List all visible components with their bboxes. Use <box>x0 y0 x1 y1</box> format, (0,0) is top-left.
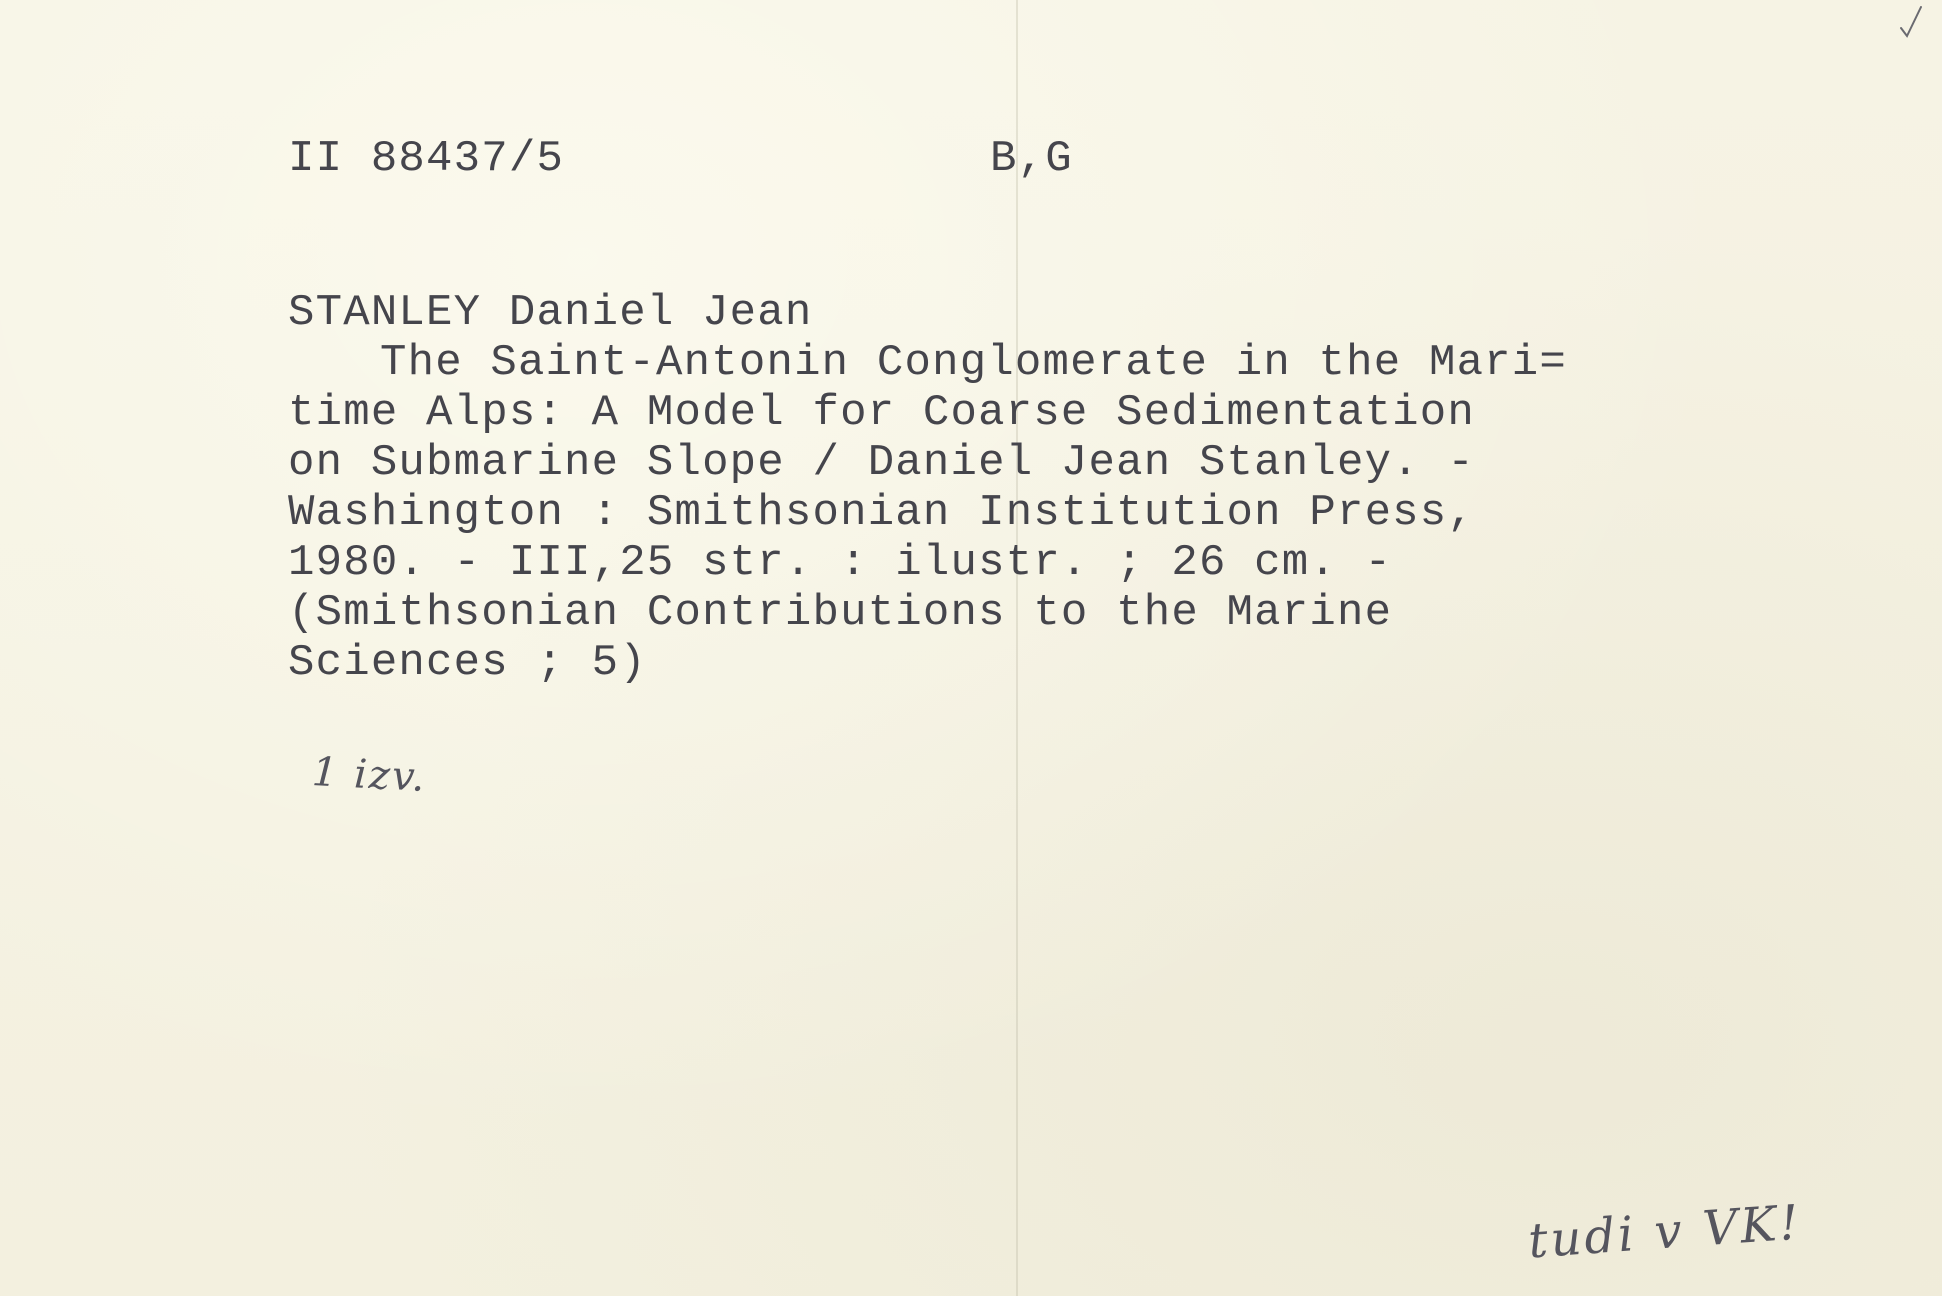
description-line: (Smithsonian Contributions to the Marine <box>288 588 1393 638</box>
author-heading: STANLEY Daniel Jean <box>288 288 813 338</box>
handwritten-copies-note: 1 izv. <box>310 749 428 801</box>
bibliographic-entry <box>288 288 1567 688</box>
description-line: 1980. - III,25 str. : ilustr. ; 26 cm. - <box>288 538 1393 588</box>
description-line: Washington : Smithsonian Institution Press, <box>288 488 1475 538</box>
description-line: The Saint-Antonin Conglomerate in the Mari= <box>380 338 1567 388</box>
handwritten-location-note: tudi v VK! <box>1526 1194 1804 1270</box>
description-line: on Submarine Slope / Daniel Jean Stanley. - <box>288 438 1475 488</box>
description-line: Sciences ; 5) <box>288 638 647 688</box>
checkmark-icon <box>1898 4 1924 40</box>
classification-codes: B,G <box>990 134 1073 184</box>
description-line: time Alps: A Model for Coarse Sedimentation <box>288 388 1475 438</box>
shelf-mark: II 88437/5 <box>288 134 565 184</box>
